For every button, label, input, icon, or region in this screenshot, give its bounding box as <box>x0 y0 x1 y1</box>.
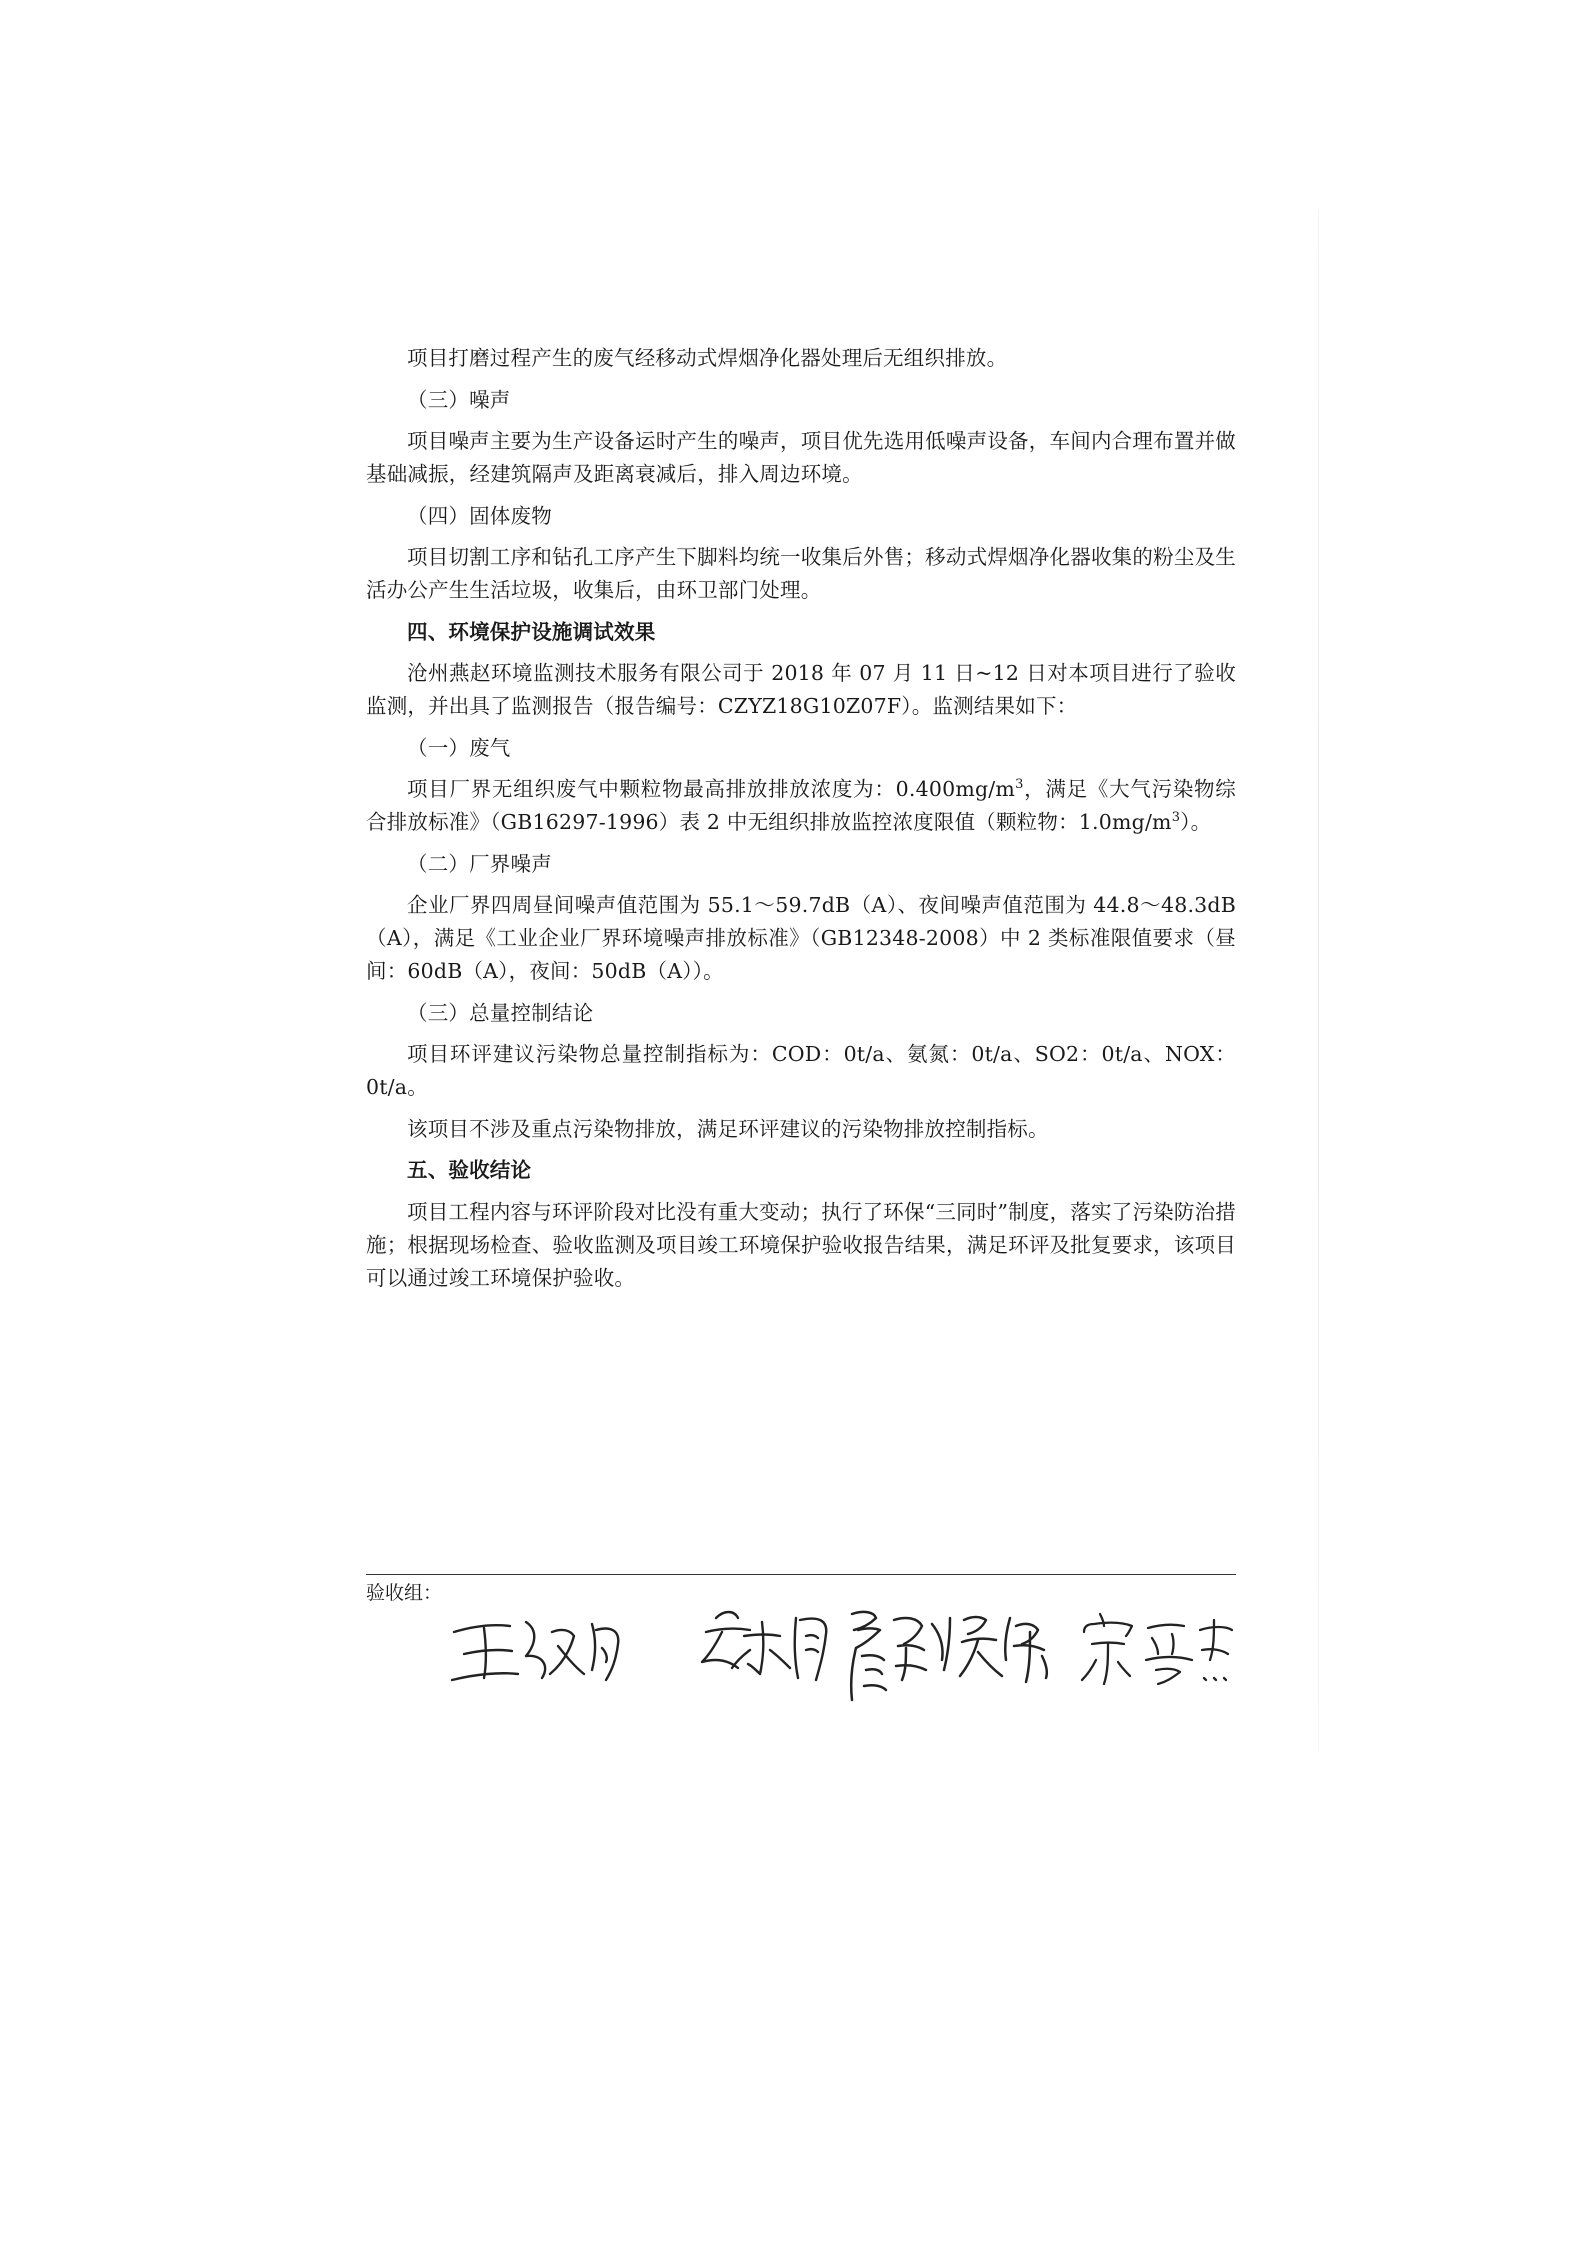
scan-edge-line <box>1318 210 1319 1750</box>
paragraph-solid-waste: 项目切割工序和钻孔工序产生下脚料均统一收集后外售；移动式焊烟净化器收集的粉尘及生活办公产生生活垃圾，收集后，由环卫部门处理。 <box>366 545 1236 602</box>
section-heading-conclusion: 五、验收结论 <box>407 1158 532 1182</box>
heading-boundary-noise: （二）厂界噪声 <box>407 851 552 876</box>
paragraph-control-conclusion: 该项目不涉及重点污染物排放，满足环评建议的污染物排放控制指标。 <box>407 1116 1049 1141</box>
signature-1 <box>452 1622 618 1680</box>
signature-3 <box>851 1612 950 1700</box>
paragraph-exhaust-result <box>366 773 1236 839</box>
signature-2 <box>702 1612 826 1680</box>
exhaust-text-b: ，满足《大气污染物综合排放标准》（GB16297-1996）表 2 中无组织排放监控浓度限值（颗粒物：1.0mg/m <box>366 777 1237 834</box>
paragraph-noise: 项目噪声主要为生产设备运时产生的噪声，项目优先选用低噪声设备，车间内合理布置并做基础减振，经建筑隔声及距离衰减后，排入周边环境。 <box>366 429 1236 486</box>
signature-block <box>366 1574 1236 1714</box>
handwritten-signatures <box>366 1574 1236 1714</box>
signature-4 <box>960 1617 1047 1682</box>
heading-exhaust: （一）废气 <box>407 735 511 760</box>
exhaust-text-a: 项目厂界无组织废气中颗粒物最高排放排放浓度为：0.400mg/m <box>407 777 1016 801</box>
exhaust-text-c: ）。 <box>1180 810 1212 834</box>
paragraph-total-control: 项目环评建议污染物总量控制指标为：COD：0t/a、氨氮：0t/a、SO2：0t/a、NOX：0t/a。 <box>366 1042 1236 1099</box>
heading-noise: （三）噪声 <box>407 387 511 412</box>
paragraph-conclusion: 项目工程内容与环评阶段对比没有重大变动；执行了环保“三同时”制度，落实了污染防治措施；根据现场检查、验收监测及项目竣工环境保护验收报告结果，满足环评及批复要求，该项目可以通过竣工环境保护验收。 <box>366 1199 1236 1290</box>
heading-total-control: （三）总量控制结论 <box>407 1000 594 1025</box>
heading-solid-waste: （四）固体废物 <box>407 503 552 528</box>
document-body <box>366 342 1236 1295</box>
signature-5 <box>1082 1614 1232 1684</box>
paragraph-boundary-noise: 企业厂界四周昼间噪声值范围为 55.1～59.7dB（A）、夜间噪声值范围为 44.8～48.3dB（A），满足《工业企业厂界环境噪声排放标准》（GB12348-2008）中 2 类标准限值要求（昼间：60dB（A），夜间：50dB（A））。 <box>366 893 1236 983</box>
superscript-3: 3 <box>1171 810 1181 826</box>
paragraph-exhaust-grinding: 项目打磨过程产生的废气经移动式焊烟净化器处理后无组织排放。 <box>407 346 1008 370</box>
signature-label: 验收组： <box>366 1582 443 1604</box>
section-heading-debug-effect: 四、环境保护设施调试效果 <box>407 619 656 644</box>
paragraph-monitoring: 沧州燕赵环境监测技术服务有限公司于 2018 年 07 月 11 日~12 日对本项目进行了验收监测，并出具了监测报告（报告编号：CZYZ18G10Z07F）。监测结果如下： <box>366 661 1236 718</box>
superscript-3: 3 <box>1015 777 1024 793</box>
